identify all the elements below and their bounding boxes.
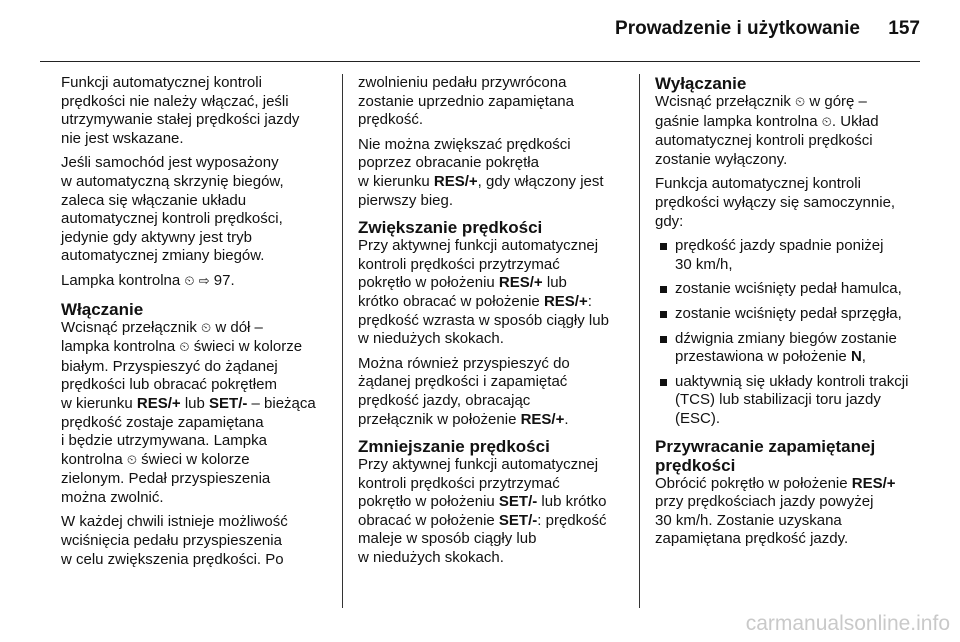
bullet-icon: [660, 243, 667, 250]
list-item: zostanie wciśnięty pedał hamulca,: [655, 280, 925, 299]
section-heading: Włączanie: [61, 299, 144, 319]
column-3: [655, 74, 925, 555]
bullet-icon: [660, 379, 667, 386]
paragraph: Jeśli samochód jest wyposażony w automatyczną skrzynię biegów, zaleca się włączanie układu automatycznej kontroli prędkości, jedynie gdy aktywny jest tryb automatycznej zmiany biegów.: [61, 154, 284, 265]
section-heading: Zwiększanie prędkości: [358, 218, 543, 238]
cruise-control-icon: ⏲: [821, 114, 832, 130]
cruise-control-icon: ⏲: [201, 320, 212, 336]
paragraph: Lampka kontrolna ⏲ ⇨ 97.: [61, 271, 235, 289]
cruise-control-icon: ⏲: [126, 452, 138, 468]
page-reference-arrow-icon: ⇨: [198, 273, 210, 289]
bullet-icon: [660, 286, 667, 293]
list-item: prędkość jazdy spadnie poniżej 30 km/h,: [655, 237, 925, 274]
paragraph: Wcisnąć przełącznik ⏲ w dół – lampka kontrolna ⏲ świeci w kolorze białym. Przyspieszyć do żądanej prędkości lub obracać pokrętłem w kierunku RES/+ lub SET/- – bieżąca prędkość zostaje zapamiętana i będzie utrzymywana. Lampka kontrolna ⏲ świeci w kolorze zielonym. Pedał przyspieszenia można zwolnić.: [61, 318, 316, 506]
paragraph: zwolnieniu pedału przywrócona zostanie uprzednio zapamiętana prędkość.: [358, 74, 574, 129]
section-heading: Zmniejszanie prędkości: [358, 437, 550, 457]
bullet-icon: [660, 311, 667, 318]
page-number: 157: [888, 18, 920, 39]
section-heading: Przywracanie zapamiętanej prędkości: [655, 436, 876, 475]
column-2: [358, 74, 630, 574]
paragraph: Obrócić pokrętło w położenie RES/+ przy prędkościach jazdy powyżej 30 km/h. Zostanie uzyskana zapamiętana prędkość jazdy.: [655, 474, 896, 548]
bullet-icon: [660, 336, 667, 343]
watermark: carmanualsonline.info: [745, 612, 950, 635]
list-item: zostanie wciśnięty pedał sprzęgła,: [655, 305, 925, 324]
column-divider: [639, 74, 640, 608]
header-title: Prowadzenie i użytkowanie: [615, 18, 860, 39]
list-item: uaktywnią się układy kontroli trakcji (TCS) lub stabilizacji toru jazdy (ESC).: [655, 373, 925, 429]
paragraph: Funkcji automatycznej kontroli prędkości nie należy włączać, jeśli utrzymywanie stałej prędkości jazdy nie jest wskazane.: [61, 74, 300, 147]
list-item: dźwignia zmiany biegów zostanie przestawiona w położenie N,: [655, 330, 925, 367]
condition-list: [655, 237, 925, 428]
cruise-control-icon: ⏲: [179, 340, 190, 356]
cruise-control-icon: ⏲: [184, 273, 195, 289]
section-heading: Wyłączanie: [655, 74, 747, 93]
header-divider: [40, 61, 920, 62]
column-divider: [342, 74, 343, 608]
paragraph: Przy aktywnej funkcji automatycznej kontroli prędkości przytrzymać pokrętło w położeniu RES/+ lub krótko obracać w położenie RES/+: prędkość wzrasta w sposób ciągły lub w niedużych skokach.: [358, 237, 609, 348]
cruise-control-icon: ⏲: [795, 95, 806, 110]
column-1: [61, 74, 333, 575]
paragraph: Wcisnąć przełącznik ⏲ w górę – gaśnie lampka kontrolna ⏲. Układ automatycznej kontroli prędkości zostanie wyłączony.: [655, 93, 879, 168]
paragraph: Przy aktywnej funkcji automatycznej kontroli prędkości przytrzymać pokrętło w położeniu SET/- lub krótko obracać w położenie SET/-: prędkość maleje w sposób ciągły lub w niedużych skokach.: [358, 456, 607, 567]
paragraph: Funkcja automatycznej kontroli prędkości wyłączy się samoczynnie, gdy:: [655, 175, 896, 230]
paragraph: Nie można zwiększać prędkości poprzez obracanie pokrętła w kierunku RES/+, gdy włączony jest pierwszy bieg.: [358, 135, 604, 209]
paragraph: W każdej chwili istnieje możliwość wciśnięcia pedału przyspieszenia w celu zwiększenia prędkości. Po: [61, 513, 288, 568]
paragraph: Można również przyspieszyć do żądanej prędkości i zapamiętać prędkość jazdy, obracając przełącznik w położenie RES/+.: [358, 354, 570, 428]
